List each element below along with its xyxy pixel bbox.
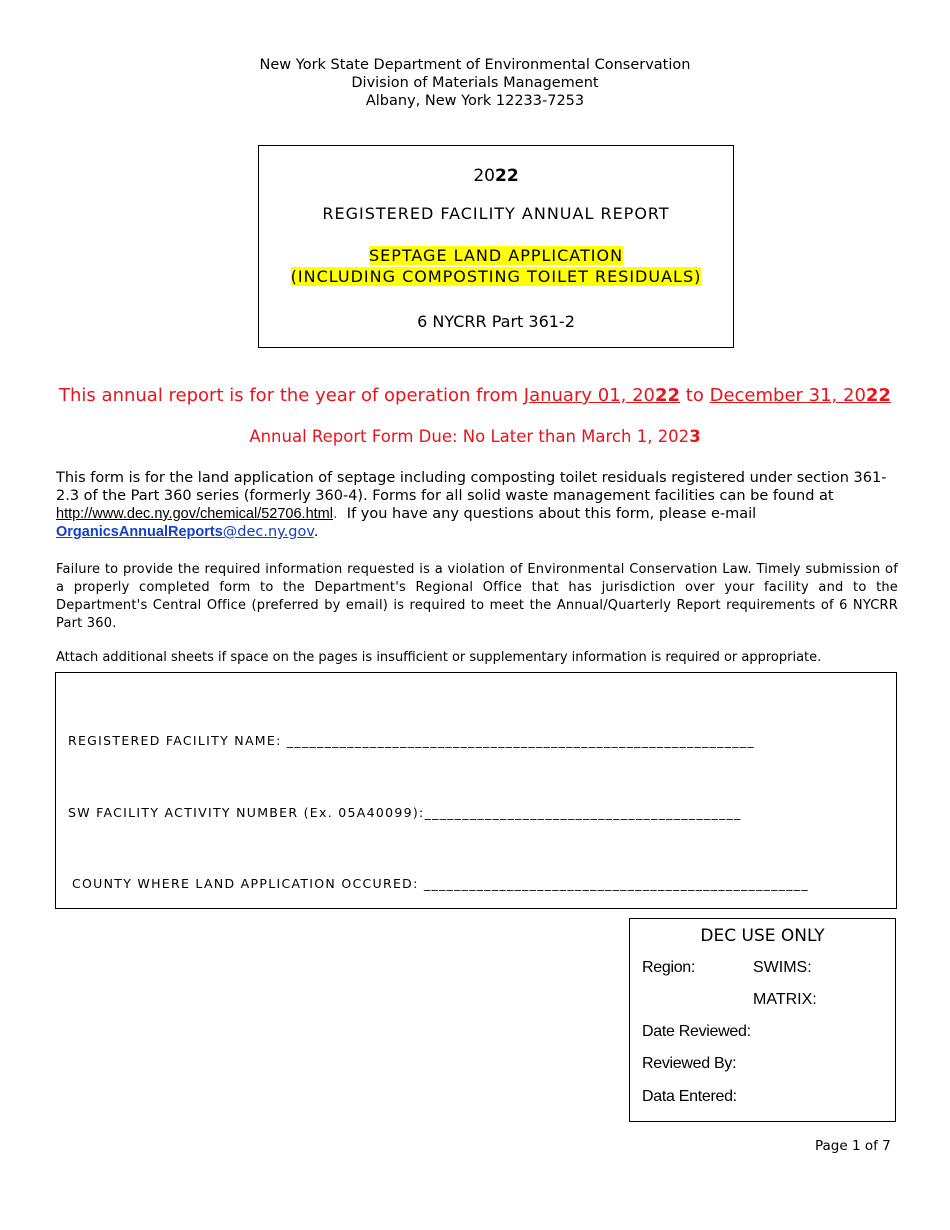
email-local-part: OrganicsAnnualReports	[56, 524, 223, 540]
regulation-reference: 6 NYCRR Part 361-2	[417, 312, 575, 331]
forms-link[interactable]: http://www.dec.ny.gov/chemical/52706.html	[56, 506, 333, 522]
intro-text: This form is for the land application of septage including composting toilet residuals registered under section 361-2.3 of the Part 360 series (formerly 360-4). Forms for all solid waste management facilities can be found at	[56, 470, 887, 504]
email-end: .	[313, 524, 319, 540]
dec-use-only-box	[629, 918, 896, 1122]
report-year-prefix: 20	[473, 166, 495, 186]
facility-name-label: REGISTERED FACILITY NAME:	[68, 733, 287, 748]
report-year	[259, 166, 733, 186]
dec-region-label: Region:	[642, 959, 696, 976]
dec-data-entered-label: Data Entered:	[642, 1088, 737, 1105]
report-title-box	[258, 145, 734, 348]
dec-reviewed-by-label: Reviewed By:	[642, 1055, 737, 1072]
legal-notice: Failure to provide the required information requested is a violation of Environmental Conservation Law. Timely submission of a properly completed form to the Department's Regional Office that has jurisdiction over your facility and to the Department's Central Office (preferred by email) is required to meet the Annual/Quarterly Report requirements of 6 NYCRR Part 360.	[56, 562, 898, 631]
period-lead: This annual report is for the year of operation from	[59, 385, 524, 406]
dec-date-reviewed-label: Date Reviewed:	[642, 1023, 751, 1040]
page-number: Page 1 of 7	[815, 1138, 891, 1154]
contact-text: If you have any questions about this form, please e-mail	[337, 506, 757, 522]
facility-name-field[interactable]	[68, 733, 755, 748]
agency-name: New York State Department of Environmental Conservation	[259, 57, 691, 73]
due-text: Annual Report Form Due: No Later than March 1, 202	[249, 427, 690, 446]
reporting-period	[0, 385, 950, 406]
report-title: REGISTERED FACILITY ANNUAL REPORT	[322, 204, 670, 223]
period-end-prefix: December 31, 20	[709, 385, 866, 406]
report-subtitle-2	[259, 267, 733, 286]
dec-matrix-label: MATRIX:	[753, 991, 817, 1008]
subtitle-line-2: (INCLUDING COMPOSTING TOILET RESIDUALS)	[290, 267, 702, 286]
facility-info-box	[55, 672, 897, 909]
county-field[interactable]	[72, 876, 809, 891]
county-blank: ___________________________________________________	[423, 876, 809, 891]
activity-number-blank: __________________________________________	[424, 805, 742, 820]
activity-number-label: SW FACILITY ACTIVITY NUMBER (Ex. 05A40099):	[68, 805, 425, 820]
period-end	[710, 385, 891, 406]
dec-use-title: DEC USE ONLY	[700, 926, 825, 946]
period-to: to	[680, 385, 710, 406]
due-date	[0, 427, 950, 446]
contact-email-link[interactable]	[56, 524, 314, 540]
facility-name-blank: ______________________________________________________________	[286, 733, 755, 748]
dec-swims-label: SWIMS:	[753, 959, 812, 976]
report-subtitle-1	[259, 246, 733, 265]
agency-address: Albany, New York 12233-7253	[365, 93, 585, 109]
period-end-suffix: 22	[865, 385, 891, 406]
intro-paragraph	[56, 469, 898, 541]
email-domain: @dec.ny.gov	[222, 524, 314, 540]
period-start-prefix: January 01, 20	[523, 385, 655, 406]
link-period: .	[332, 506, 338, 522]
due-year-digit: 3	[689, 427, 701, 446]
activity-number-field[interactable]	[68, 805, 742, 820]
division-name: Division of Materials Management	[351, 75, 599, 91]
county-label: COUNTY WHERE LAND APPLICATION OCCURED:	[72, 876, 424, 891]
period-start	[524, 385, 680, 406]
period-start-suffix: 22	[655, 385, 681, 406]
attach-note: Attach additional sheets if space on the pages is insufficient or supplementary information is required or appropriate.	[56, 650, 822, 665]
subtitle-line-1: SEPTAGE LAND APPLICATION	[368, 246, 624, 265]
report-year-suffix: 22	[494, 166, 519, 186]
